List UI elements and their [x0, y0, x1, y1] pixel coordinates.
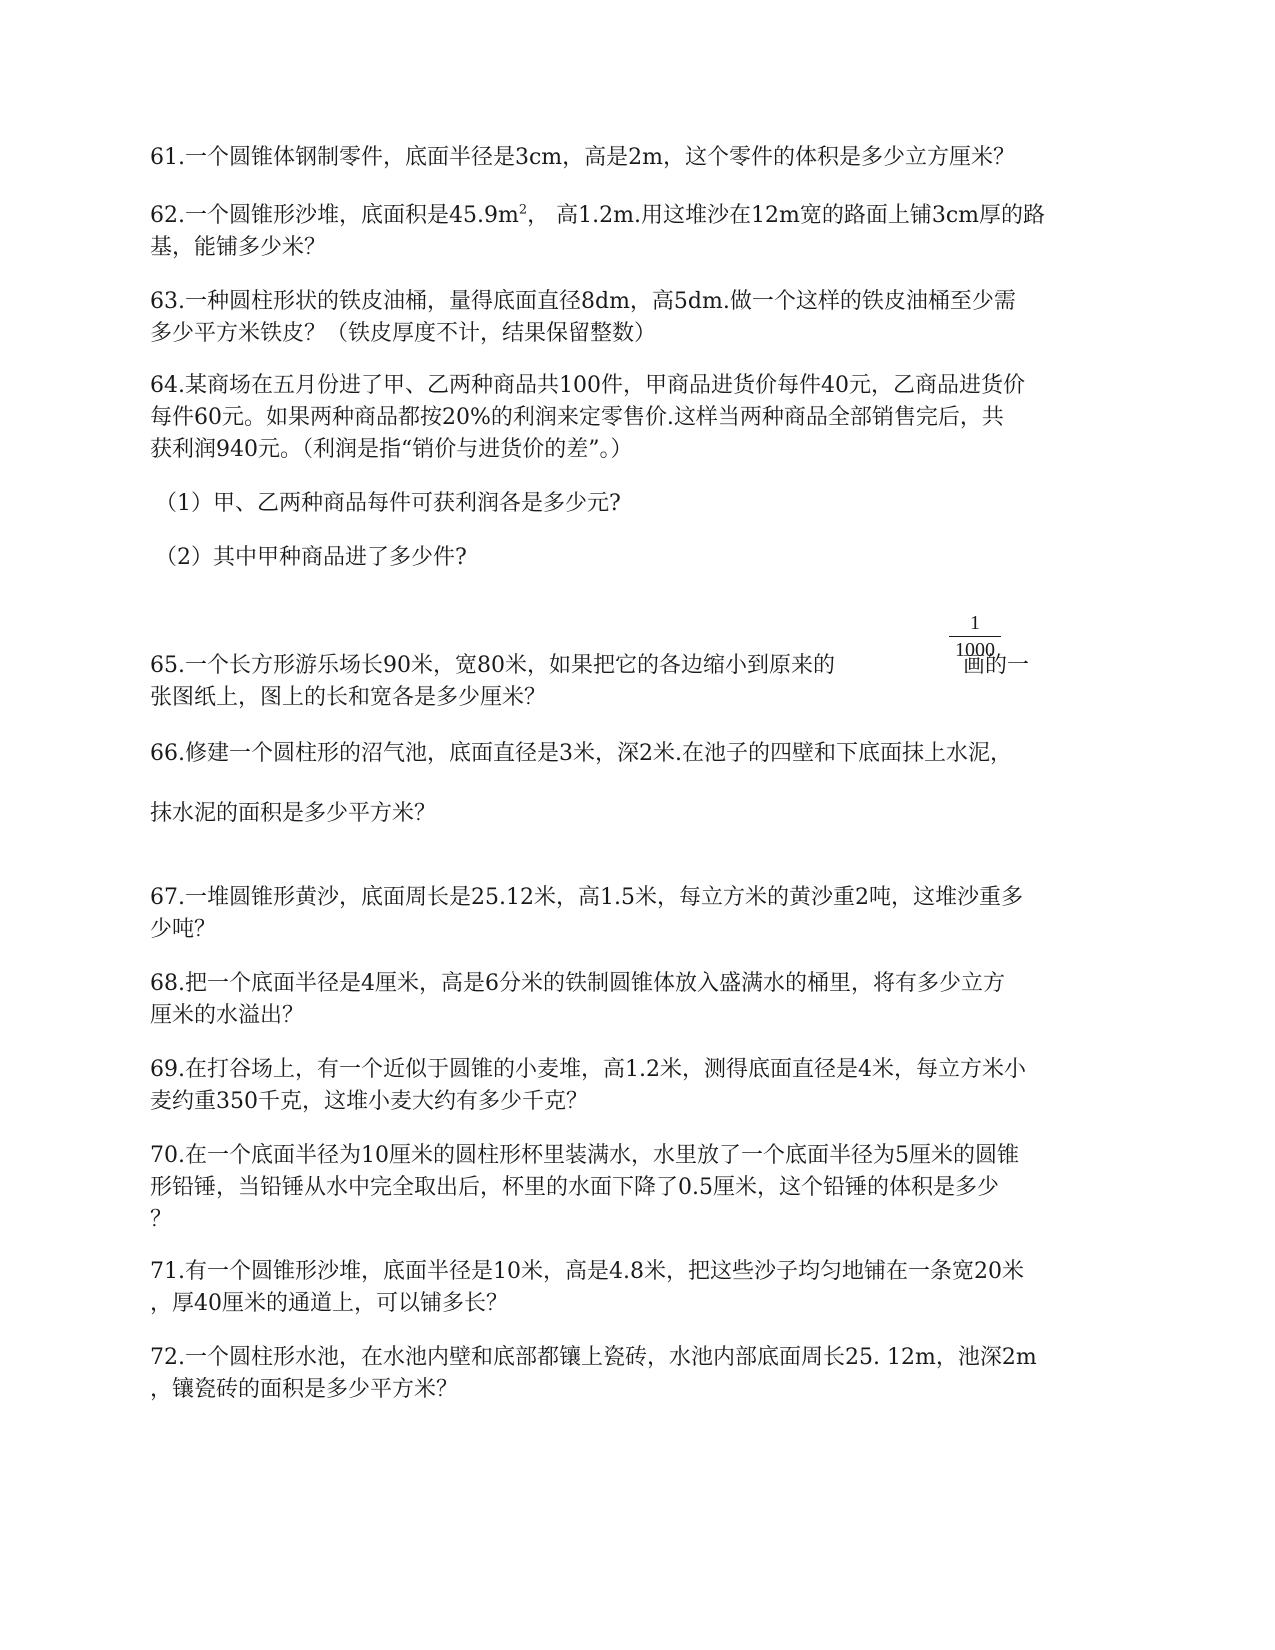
fraction-denominator: 1000 — [955, 639, 995, 661]
question-65-text-a: 65.一个长方形游乐场长90米，宽80米，如果把它的各边缩小到原来的 — [150, 653, 835, 678]
question-62-text-a: 62.一个圆锥形沙堆，底面积是45.9m — [150, 203, 519, 228]
question-72-line-1: 72.一个圆柱形水池，在水池内壁和底部都镶上瓷砖，水池内部底面周长25. 12m，池深2m — [150, 1345, 1037, 1370]
question-67 — [150, 882, 1115, 946]
question-63 — [150, 286, 1115, 350]
question-72-line-2: ，镶瓷砖的面积是多少平方米？ — [150, 1377, 459, 1402]
question-70-line-1: 70.在一个底面半径为10厘米的圆柱形杯里装满水，水里放了一个底面半径为5厘米的圆锥 — [150, 1143, 1019, 1168]
question-69-line-2: 麦约重350千克，这堆小麦大约有多少千克？ — [150, 1089, 588, 1114]
question-61 — [150, 142, 1115, 174]
question-72 — [150, 1342, 1115, 1406]
question-71-line-1: 71.有一个圆锥形沙堆，底面半径是10米，高是4.8米，把这些沙子均匀地铺在一条宽20米 — [150, 1259, 1024, 1284]
fraction-numerator: 1 — [970, 612, 980, 634]
question-64-line-3: 获利润940元。（利润是指“销价与进货价的差”。） — [150, 437, 633, 462]
question-71 — [150, 1256, 1115, 1320]
question-68-line-2: 厘米的水溢出？ — [150, 1003, 305, 1028]
question-64-line-2: 每件60元。如果两种商品都按20%的利润来定零售价.这样当两种商品全部销售完后，共 — [150, 405, 1004, 430]
question-64-sub-2: （2）其中甲种商品进了多少件? — [155, 545, 467, 570]
fraction-one-thousandth — [945, 612, 1005, 661]
question-65-line-2: 张图纸上，图上的长和宽各是多少厘米？ — [150, 685, 547, 710]
question-69 — [150, 1054, 1115, 1118]
question-70-line-2: 形铅锤，当铅锤从水中完全取出后，杯里的水面下降了0.5厘米，这个铅锤的体积是多少 — [150, 1175, 999, 1200]
question-67-line-2: 少吨？ — [150, 917, 217, 942]
question-64-sub-1: （1）甲、乙两种商品每件可获利润各是多少元? — [155, 491, 621, 516]
question-66-line-1: 66.修建一个圆柱形的沼气池，底面直径是3米，深2米.在池子的四壁和下底面抹上水泥， — [150, 741, 1012, 766]
question-65-text-b: 画的一 — [962, 653, 1029, 678]
question-62-line-1 — [150, 200, 1115, 232]
question-64-line-1: 64.某商场在五月份进了甲、乙两种商品共100件，甲商品进货价每件40元，乙商品进货价 — [150, 373, 1025, 398]
square-exponent: 2 — [518, 202, 528, 218]
question-63-line-2: 多少平方米铁皮？（铁皮厚度不计，结果保留整数） — [150, 321, 657, 346]
question-71-line-2: ，厚40厘米的通道上，可以铺多长？ — [150, 1291, 508, 1316]
question-69-line-1: 69.在打谷场上，有一个近似于圆锥的小麦堆，高1.2米，测得底面直径是4米，每立方米小 — [150, 1057, 1026, 1082]
question-70-line-3: ？ — [150, 1207, 173, 1232]
question-62-text-b: ， 高1.2m.用这堆沙在12m宽的路面上铺3cm厚的路 — [527, 203, 1045, 228]
question-68 — [150, 968, 1115, 1032]
fraction-bar — [949, 636, 1001, 637]
question-62 — [150, 200, 1115, 264]
question-68-line-1: 68.把一个底面半径是4厘米，高是6分米的铁制圆锥体放入盛满水的桶里，将有多少立方 — [150, 971, 1005, 996]
question-66-continued — [150, 798, 1115, 830]
question-63-line-1: 63.一种圆柱形状的铁皮油桶，量得底面直径8dm，高5dm.做一个这样的铁皮油桶至少需 — [150, 289, 1016, 314]
question-61-line-1: 61.一个圆锥体钢制零件，底面半径是3cm，高是2m，这个零件的体积是多少立方厘米？ — [150, 145, 1016, 170]
question-66-line-2: 抹水泥的面积是多少平方米？ — [150, 801, 437, 826]
question-67-line-1: 67.一堆圆锥形黄沙，底面周长是25.12米，高1.5米，每立方米的黄沙重2吨，这堆沙重多 — [150, 885, 1023, 910]
question-70 — [150, 1140, 1115, 1236]
question-62-line-2: 基，能铺多少米？ — [150, 235, 327, 260]
question-64 — [150, 370, 1115, 466]
question-66 — [150, 738, 1115, 770]
